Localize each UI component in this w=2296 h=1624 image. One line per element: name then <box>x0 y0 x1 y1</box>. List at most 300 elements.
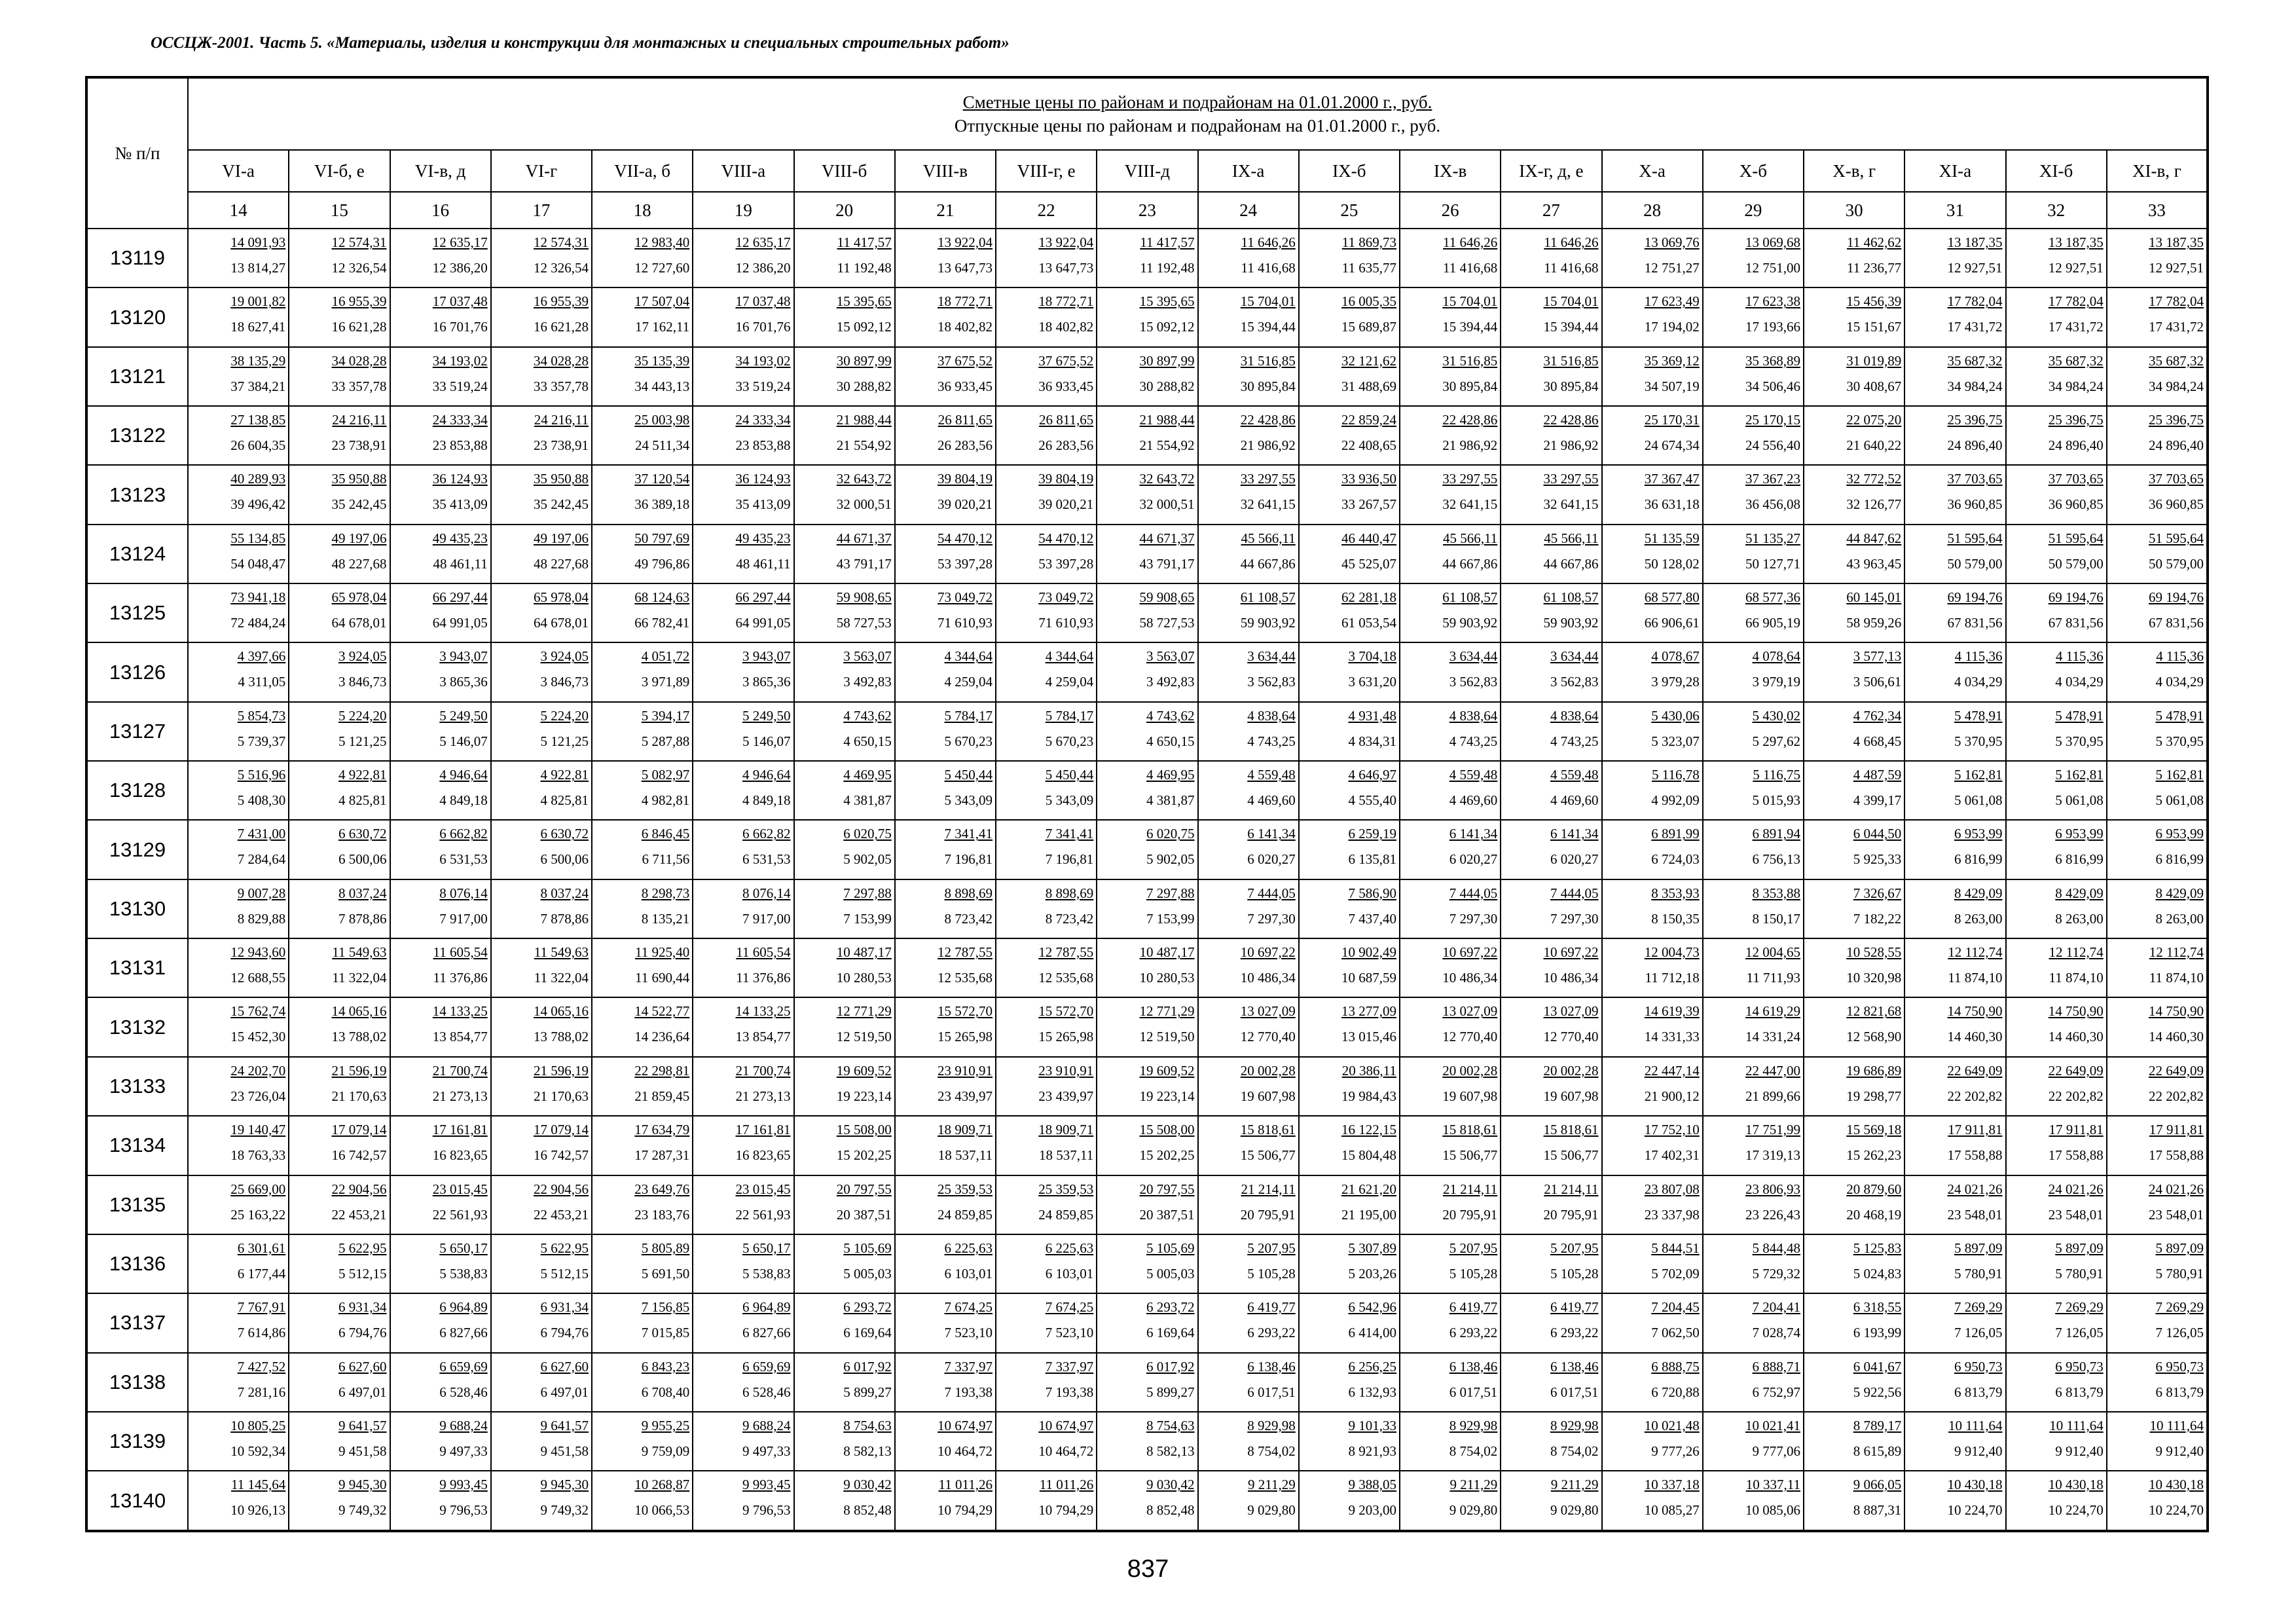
release-price: 36 933,45 <box>938 378 993 394</box>
price-cell <box>1703 1293 1804 1352</box>
price-cell <box>289 287 390 346</box>
estimated-price: 5 854,73 <box>237 707 286 724</box>
estimated-price: 9 945,30 <box>540 1477 589 1493</box>
column-index: 22 <box>996 192 1097 229</box>
estimated-price: 12 004,65 <box>1745 944 1800 961</box>
estimated-price: 5 897,09 <box>1954 1240 2003 1256</box>
release-price: 23 738,91 <box>331 437 387 454</box>
release-price: 24 896,40 <box>1947 437 2003 454</box>
price-cell <box>1602 1116 1703 1175</box>
estimated-price: 7 337,97 <box>1045 1358 1094 1375</box>
release-price: 32 126,77 <box>1846 496 1902 513</box>
price-cell <box>491 347 592 406</box>
estimated-price: 22 904,56 <box>534 1181 589 1197</box>
price-cell <box>1602 287 1703 346</box>
price-cell <box>895 1057 996 1116</box>
price-cell <box>1198 1412 1299 1471</box>
estimated-price: 37 675,52 <box>938 352 993 369</box>
price-cell <box>1400 820 1501 879</box>
estimated-price: 22 649,09 <box>2048 1062 2104 1079</box>
release-price: 48 461,11 <box>736 555 791 572</box>
estimated-price: 21 621,20 <box>1341 1181 1396 1197</box>
estimated-price: 68 124,63 <box>634 589 690 606</box>
price-cell <box>390 702 491 761</box>
release-price: 9 912,40 <box>2155 1443 2204 1459</box>
price-cell <box>2107 525 2208 583</box>
row-number: 13136 <box>86 1234 188 1293</box>
price-cell <box>996 465 1097 524</box>
release-price: 6 531,53 <box>439 851 488 868</box>
estimated-price: 6 662,82 <box>439 826 488 842</box>
estimated-price: 25 396,75 <box>2048 412 2104 428</box>
release-price: 5 105,28 <box>1247 1265 1296 1282</box>
estimated-price: 6 419,77 <box>1247 1299 1296 1316</box>
release-price: 7 523,10 <box>944 1325 993 1341</box>
estimated-price: 6 225,63 <box>944 1240 993 1256</box>
column-index: 32 <box>2006 192 2107 229</box>
release-price: 7 153,99 <box>843 910 892 927</box>
release-price: 5 691,50 <box>641 1265 690 1282</box>
estimated-price: 32 121,62 <box>1341 352 1396 369</box>
price-cell <box>1602 229 1703 287</box>
price-cell <box>1299 642 1400 701</box>
estimated-price: 51 595,64 <box>1947 530 2003 546</box>
estimated-price: 11 417,57 <box>837 234 892 250</box>
estimated-price: 10 528,55 <box>1846 944 1902 961</box>
estimated-price: 10 902,49 <box>1341 944 1396 961</box>
estimated-price: 10 430,18 <box>2149 1477 2204 1493</box>
table-row <box>86 938 2208 997</box>
estimated-price: 17 911,81 <box>2149 1122 2204 1138</box>
price-cell <box>996 287 1097 346</box>
estimated-price: 18 772,71 <box>1038 293 1094 310</box>
release-price: 10 224,70 <box>2048 1502 2104 1519</box>
estimated-price: 23 015,45 <box>432 1181 488 1197</box>
price-cell <box>1602 879 1703 938</box>
release-price: 5 370,95 <box>2155 733 2204 749</box>
price-cell <box>996 1353 1097 1412</box>
release-price: 8 852,48 <box>843 1502 892 1519</box>
price-cell <box>1400 1234 1501 1293</box>
price-cell <box>996 761 1097 820</box>
estimated-price: 11 605,54 <box>736 944 791 961</box>
price-cell <box>289 820 390 879</box>
release-price: 22 561,93 <box>432 1206 488 1223</box>
release-price: 7 028,74 <box>1752 1325 1800 1341</box>
estimated-price: 12 983,40 <box>634 234 690 250</box>
estimated-price: 12 635,17 <box>432 234 488 250</box>
price-cell <box>794 1234 895 1293</box>
price-cell <box>1703 1175 1804 1234</box>
price-cell <box>188 229 289 287</box>
estimated-price: 9 030,42 <box>1146 1477 1195 1493</box>
column-index: 16 <box>390 192 491 229</box>
price-cell <box>2006 761 2107 820</box>
estimated-price: 5 116,78 <box>1652 767 1700 783</box>
release-price: 9 451,58 <box>338 1443 387 1459</box>
estimated-price: 3 563,07 <box>1146 648 1195 665</box>
price-cell <box>1198 1293 1299 1352</box>
release-price: 24 674,34 <box>1644 437 1700 454</box>
release-price: 5 105,28 <box>1550 1265 1599 1282</box>
estimated-price: 65 978,04 <box>331 589 387 606</box>
release-price: 4 650,15 <box>843 733 892 749</box>
estimated-price: 14 619,39 <box>1644 1003 1700 1020</box>
release-price: 20 387,51 <box>836 1206 892 1223</box>
release-price: 15 804,48 <box>1341 1147 1396 1164</box>
price-cell <box>1703 1116 1804 1175</box>
release-price: 49 796,86 <box>634 555 690 572</box>
price-cell <box>895 229 996 287</box>
estimated-price: 6 659,69 <box>742 1358 791 1375</box>
estimated-price: 45 566,11 <box>1443 530 1498 546</box>
release-price: 59 903,92 <box>1442 615 1498 631</box>
price-cell <box>1501 1412 1601 1471</box>
price-cell <box>1804 820 1904 879</box>
release-price: 18 537,11 <box>938 1147 993 1164</box>
price-cell <box>1198 1234 1299 1293</box>
price-cell <box>794 229 895 287</box>
table-row <box>86 1471 2208 1531</box>
release-price: 8 263,00 <box>2055 910 2104 927</box>
price-cell <box>794 583 895 642</box>
price-cell <box>289 879 390 938</box>
release-price: 33 519,24 <box>432 378 488 394</box>
release-price: 59 903,92 <box>1543 615 1599 631</box>
release-price: 6 132,93 <box>1348 1384 1396 1400</box>
price-cell <box>2107 1116 2208 1175</box>
release-price: 5 146,07 <box>742 733 791 749</box>
price-cell <box>1804 761 1904 820</box>
estimated-price: 6 020,75 <box>1146 826 1195 842</box>
estimated-price: 6 846,45 <box>641 826 690 842</box>
estimated-price: 17 782,04 <box>2149 293 2204 310</box>
estimated-price: 35 687,32 <box>1947 352 2003 369</box>
release-price: 5 297,62 <box>1752 733 1800 749</box>
price-cell <box>289 1175 390 1234</box>
row-number: 13131 <box>86 938 188 997</box>
price-cell <box>1097 347 1197 406</box>
estimated-price: 49 197,06 <box>331 530 387 546</box>
release-price: 12 535,68 <box>938 970 993 986</box>
table-title-line-1: Сметные цены по районам и подрайонам на 01.01.2000 г., руб. <box>962 92 1432 112</box>
release-price: 4 381,87 <box>1146 792 1195 809</box>
release-price: 8 263,00 <box>2155 910 2204 927</box>
price-cell <box>1299 347 1400 406</box>
price-cell <box>1198 1471 1299 1531</box>
table-title <box>188 77 2208 150</box>
price-cell <box>1400 406 1501 465</box>
release-price: 6 827,66 <box>742 1325 791 1341</box>
estimated-price: 9 211,29 <box>1248 1477 1296 1493</box>
release-price: 5 370,95 <box>2055 733 2104 749</box>
estimated-price: 4 115,36 <box>1954 648 2003 665</box>
price-cell <box>1501 820 1601 879</box>
estimated-price: 5 622,95 <box>540 1240 589 1256</box>
row-number: 13132 <box>86 997 188 1056</box>
price-cell <box>1097 1057 1197 1116</box>
price-cell <box>1904 1353 2005 1412</box>
release-price: 8 852,48 <box>1146 1502 1195 1519</box>
price-cell <box>895 1353 996 1412</box>
price-cell <box>1904 406 2005 465</box>
price-cell <box>1097 997 1197 1056</box>
table-row <box>86 1116 2208 1175</box>
release-price: 26 283,56 <box>1038 437 1094 454</box>
release-price: 6 500,06 <box>338 851 387 868</box>
estimated-price: 12 112,74 <box>1948 944 2003 961</box>
release-price: 5 512,15 <box>540 1265 589 1282</box>
price-cell <box>289 1116 390 1175</box>
price-cell <box>1501 406 1601 465</box>
row-number: 13121 <box>86 347 188 406</box>
estimated-price: 22 859,24 <box>1341 412 1396 428</box>
release-price: 5 005,03 <box>843 1265 892 1282</box>
estimated-price: 5 394,17 <box>641 707 690 724</box>
estimated-price: 6 662,82 <box>742 826 791 842</box>
release-price: 19 223,14 <box>1139 1088 1195 1104</box>
price-cell <box>1299 1116 1400 1175</box>
release-price: 4 034,29 <box>2055 674 2104 690</box>
price-cell <box>1400 287 1501 346</box>
price-cell <box>1198 820 1299 879</box>
release-price: 6 816,99 <box>2055 851 2104 868</box>
release-price: 12 927,51 <box>2149 260 2204 276</box>
estimated-price: 17 782,04 <box>2048 293 2104 310</box>
estimated-price: 15 572,70 <box>1038 1003 1094 1020</box>
estimated-price: 4 743,62 <box>1146 707 1195 724</box>
release-price: 9 749,32 <box>338 1502 387 1519</box>
estimated-price: 5 207,95 <box>1550 1240 1599 1256</box>
release-price: 6 528,46 <box>439 1384 488 1400</box>
estimated-price: 5 162,81 <box>2055 767 2104 783</box>
estimated-price: 3 577,13 <box>1853 648 1902 665</box>
release-price: 21 554,92 <box>836 437 892 454</box>
estimated-price: 25 359,53 <box>938 1181 993 1197</box>
estimated-price: 6 630,72 <box>540 826 589 842</box>
price-cell <box>1400 583 1501 642</box>
region-header: XI-в, г <box>2107 150 2208 192</box>
release-price: 3 865,36 <box>742 674 791 690</box>
estimated-price: 73 941,18 <box>230 589 286 606</box>
release-price: 11 874,10 <box>2049 970 2104 986</box>
estimated-price: 10 337,11 <box>1745 1477 1800 1493</box>
row-number: 13137 <box>86 1293 188 1352</box>
estimated-price: 14 750,90 <box>1947 1003 2003 1020</box>
release-price: 7 878,86 <box>338 910 387 927</box>
price-cell <box>2006 1057 2107 1116</box>
release-price: 5 739,37 <box>237 733 286 749</box>
estimated-price: 6 542,96 <box>1348 1299 1396 1316</box>
price-cell <box>491 1234 592 1293</box>
release-price: 6 017,51 <box>1550 1384 1599 1400</box>
estimated-price: 4 115,36 <box>2156 648 2204 665</box>
estimated-price: 19 609,52 <box>836 1062 892 1079</box>
price-cell <box>693 1116 793 1175</box>
estimated-price: 14 065,16 <box>331 1003 387 1020</box>
release-price: 7 153,99 <box>1146 910 1195 927</box>
region-header: X-б <box>1703 150 1804 192</box>
estimated-price: 8 929,98 <box>1449 1417 1498 1433</box>
price-cell <box>1602 347 1703 406</box>
price-cell <box>1703 702 1804 761</box>
estimated-price: 5 650,17 <box>742 1240 791 1256</box>
price-cell <box>996 642 1097 701</box>
release-price: 19 223,14 <box>836 1088 892 1104</box>
price-cell <box>693 879 793 938</box>
price-cell <box>1501 229 1601 287</box>
price-cell <box>996 879 1097 938</box>
price-cell <box>1299 229 1400 287</box>
release-price: 4 834,31 <box>1348 733 1396 749</box>
release-price: 8 263,00 <box>1954 910 2003 927</box>
estimated-price: 10 021,41 <box>1745 1417 1800 1433</box>
estimated-price: 15 818,61 <box>1240 1122 1296 1138</box>
price-cell <box>390 1353 491 1412</box>
estimated-price: 25 359,53 <box>1038 1181 1094 1197</box>
release-price: 10 224,70 <box>2149 1502 2204 1519</box>
price-cell <box>289 1412 390 1471</box>
estimated-price: 9 641,57 <box>338 1417 387 1433</box>
price-cell <box>2107 1353 2208 1412</box>
price-cell <box>1703 465 1804 524</box>
release-price: 13 647,73 <box>938 260 993 276</box>
release-price: 30 895,84 <box>1240 378 1296 394</box>
release-price: 10 486,34 <box>1240 970 1296 986</box>
price-cell <box>2107 702 2208 761</box>
price-cell <box>1804 1412 1904 1471</box>
price-cell <box>895 1234 996 1293</box>
price-cell <box>289 229 390 287</box>
price-cell <box>390 820 491 879</box>
estimated-price: 10 487,17 <box>836 944 892 961</box>
price-cell <box>1299 1412 1400 1471</box>
price-cell <box>693 997 793 1056</box>
column-index: 17 <box>491 192 592 229</box>
estimated-price: 20 879,60 <box>1846 1181 1902 1197</box>
release-price: 10 085,27 <box>1644 1502 1700 1519</box>
estimated-price: 32 643,72 <box>836 471 892 487</box>
estimated-price: 12 112,74 <box>2049 944 2104 961</box>
estimated-price: 55 134,85 <box>230 530 286 546</box>
release-price: 12 326,54 <box>534 260 589 276</box>
price-cell <box>1904 1234 2005 1293</box>
column-index: 28 <box>1602 192 1703 229</box>
price-cell <box>794 879 895 938</box>
release-price: 35 413,09 <box>432 496 488 513</box>
price-cell <box>1904 879 2005 938</box>
estimated-price: 5 082,97 <box>641 767 690 783</box>
price-cell <box>1097 406 1197 465</box>
estimated-price: 26 811,65 <box>1039 412 1094 428</box>
release-price: 13 788,02 <box>534 1029 589 1045</box>
price-cell <box>1602 1057 1703 1116</box>
estimated-price: 31 516,85 <box>1240 352 1296 369</box>
release-price: 6 103,01 <box>1045 1265 1094 1282</box>
estimated-price: 4 078,64 <box>1752 648 1800 665</box>
region-header: VII-а, б <box>592 150 693 192</box>
price-cell <box>2107 1471 2208 1531</box>
price-cell <box>592 229 693 287</box>
price-cell <box>1602 761 1703 820</box>
release-price: 43 791,17 <box>1139 555 1195 572</box>
price-cell <box>188 1175 289 1234</box>
release-price: 15 394,44 <box>1240 319 1296 335</box>
estimated-price: 8 429,09 <box>2055 885 2104 901</box>
estimated-price: 25 170,31 <box>1644 412 1700 428</box>
price-cell <box>1703 347 1804 406</box>
price-cell <box>1501 465 1601 524</box>
table-row <box>86 1175 2208 1234</box>
estimated-price: 27 138,85 <box>230 412 286 428</box>
estimated-price: 5 784,17 <box>944 707 993 724</box>
estimated-price: 8 898,69 <box>944 885 993 901</box>
estimated-price: 5 478,91 <box>1954 707 2003 724</box>
price-cell <box>794 525 895 583</box>
price-cell <box>1299 820 1400 879</box>
release-price: 6 169,64 <box>843 1325 892 1341</box>
estimated-price: 23 807,08 <box>1644 1181 1700 1197</box>
estimated-price: 6 141,34 <box>1247 826 1296 842</box>
release-price: 16 742,57 <box>534 1147 589 1164</box>
release-price: 23 337,98 <box>1644 1206 1700 1223</box>
estimated-price: 35 687,32 <box>2149 352 2204 369</box>
price-cell <box>794 761 895 820</box>
price-cell <box>289 1353 390 1412</box>
estimated-price: 16 955,39 <box>331 293 387 310</box>
price-cell <box>1804 879 1904 938</box>
estimated-price: 6 259,19 <box>1348 826 1396 842</box>
estimated-price: 25 003,98 <box>634 412 690 428</box>
estimated-price: 22 298,81 <box>634 1062 690 1079</box>
price-cell <box>2006 1353 2107 1412</box>
table-row <box>86 702 2208 761</box>
estimated-price: 6 138,46 <box>1449 1358 1498 1375</box>
region-header: VI-г <box>491 150 592 192</box>
release-price: 45 525,07 <box>1341 555 1396 572</box>
release-price: 17 431,72 <box>2048 319 2104 335</box>
release-price: 58 727,53 <box>1139 615 1195 631</box>
release-price: 8 754,02 <box>1449 1443 1498 1459</box>
price-cell <box>1804 1057 1904 1116</box>
release-price: 34 443,13 <box>634 378 690 394</box>
price-cell <box>1198 347 1299 406</box>
release-price: 5 121,25 <box>338 733 387 749</box>
estimated-price: 5 307,89 <box>1348 1240 1396 1256</box>
estimated-price: 14 065,16 <box>534 1003 589 1020</box>
price-cell <box>1904 820 2005 879</box>
estimated-price: 12 112,74 <box>2149 944 2204 961</box>
price-cell <box>2006 997 2107 1056</box>
price-cell <box>188 820 289 879</box>
price-cell <box>2107 642 2208 701</box>
price-cell <box>693 287 793 346</box>
release-price: 54 048,47 <box>230 555 286 572</box>
estimated-price: 15 818,61 <box>1543 1122 1599 1138</box>
release-price: 7 193,38 <box>1045 1384 1094 1400</box>
price-cell <box>1602 583 1703 642</box>
estimated-price: 3 563,07 <box>843 648 892 665</box>
estimated-price: 8 076,14 <box>439 885 488 901</box>
price-cell <box>1198 465 1299 524</box>
price-cell <box>1299 1353 1400 1412</box>
estimated-price: 11 145,64 <box>231 1477 286 1493</box>
release-price: 6 293,22 <box>1550 1325 1599 1341</box>
release-price: 20 387,51 <box>1139 1206 1195 1223</box>
release-price: 34 984,24 <box>1947 378 2003 394</box>
row-number: 13129 <box>86 820 188 879</box>
price-cell <box>1299 583 1400 642</box>
